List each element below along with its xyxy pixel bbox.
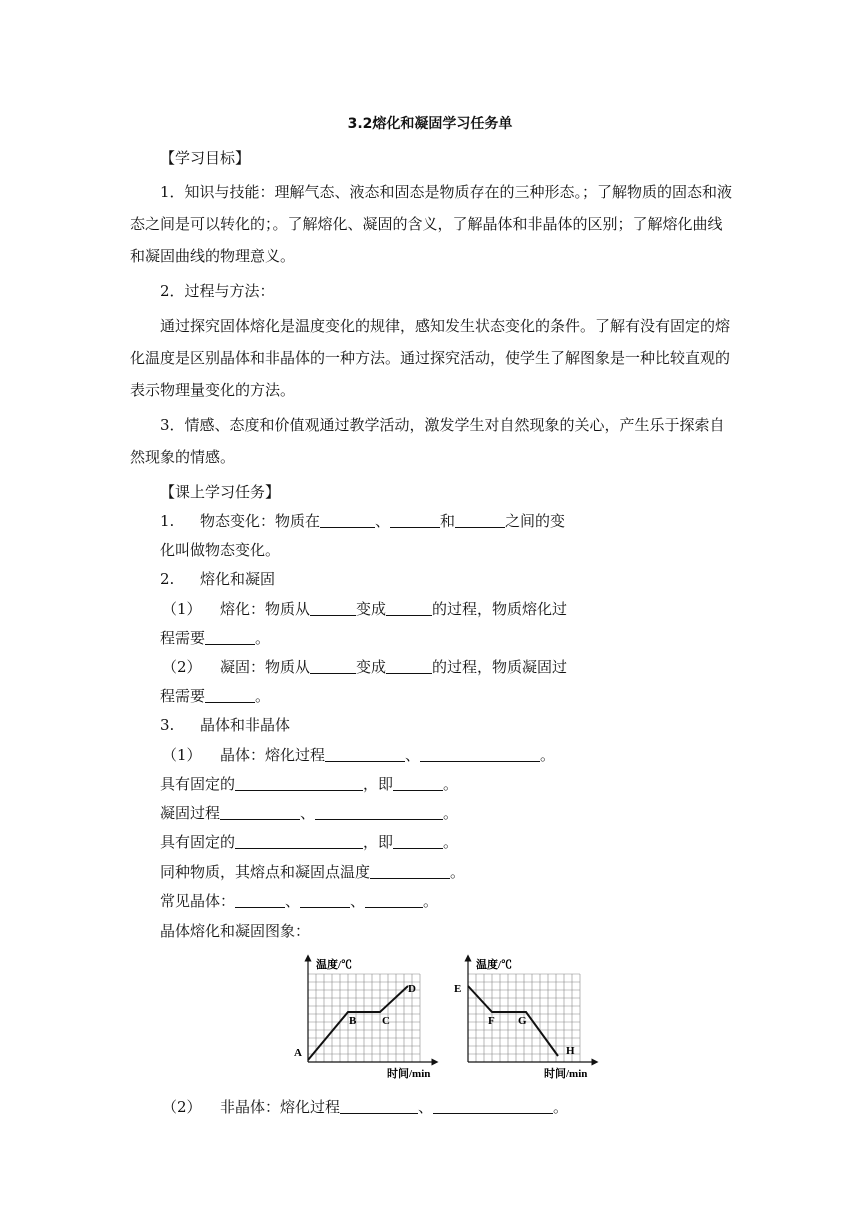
task-3-1-blank-4[interactable] bbox=[393, 776, 443, 791]
common-crystals-text: 常见晶体： bbox=[160, 892, 236, 910]
fixed-text-a: 具有固定的 bbox=[160, 833, 236, 851]
task-2-2-paren: （2） bbox=[162, 658, 202, 676]
objective-2-line-2: 化温度是区别晶体和非晶体的一种方法。通过探究活动，使学生了解图象是一种比较直观的 bbox=[130, 349, 731, 367]
point-c: C bbox=[382, 1015, 390, 1027]
objective-1-line-2: 态之间是可以转化的；。了解熔化、凝固的含义，了解晶体和非晶体的区别；了解熔化曲线 bbox=[130, 215, 723, 233]
task-3-2-blank-1[interactable] bbox=[340, 1099, 418, 1114]
graph-caption: 晶体熔化和凝固图象： bbox=[160, 922, 311, 940]
task-2-number: 2. bbox=[160, 570, 175, 588]
crystal-graphs-figure bbox=[290, 952, 610, 1082]
task-2-1-blank-1[interactable] bbox=[310, 601, 356, 616]
task-1-text-c: 和 bbox=[440, 512, 456, 530]
point-h: H bbox=[566, 1045, 575, 1057]
solidify-text: 凝固过程 bbox=[160, 804, 221, 822]
period: 。 bbox=[255, 629, 271, 647]
solidifying-curve bbox=[468, 986, 558, 1056]
task-3-2-paren: （2） bbox=[162, 1098, 202, 1116]
task-3-1-blank-6[interactable] bbox=[315, 805, 443, 820]
period: 。 bbox=[540, 746, 556, 764]
solidifying-y-label: 温度/℃ bbox=[476, 959, 513, 971]
task-2-1-text-c: 的过程，物质熔化过 bbox=[432, 600, 568, 618]
period: 。 bbox=[255, 687, 271, 705]
point-a: A bbox=[294, 1047, 302, 1059]
task-2-1-line-2 bbox=[160, 628, 270, 648]
comma: 、 bbox=[418, 1098, 434, 1116]
task-3-1-blank-9[interactable] bbox=[370, 864, 450, 879]
task-3-1-paren: （1） bbox=[162, 746, 202, 764]
objective-1-line-3: 和凝固曲线的物理意义。 bbox=[130, 247, 296, 265]
period: 。 bbox=[450, 863, 466, 881]
task-3-1-blank-3[interactable] bbox=[235, 776, 363, 791]
period: 。 bbox=[443, 833, 459, 851]
task-2-1-line-1 bbox=[162, 599, 567, 619]
task-3-1-line-6 bbox=[160, 891, 438, 911]
task-1-blank-1[interactable] bbox=[320, 513, 375, 528]
task-3-1-blank-1[interactable] bbox=[325, 747, 405, 762]
task-3-1-line-3 bbox=[160, 803, 458, 823]
fixed-text-b: ，即 bbox=[363, 775, 394, 793]
crystal-blank-3[interactable] bbox=[365, 893, 423, 908]
task-3-1-line-4 bbox=[160, 832, 458, 852]
point-d: D bbox=[408, 983, 416, 995]
comma: 、 bbox=[405, 746, 421, 764]
task-2-2-text-c: 的过程，物质凝固过 bbox=[432, 658, 568, 676]
task-3-1-line-5 bbox=[160, 862, 465, 882]
task-2-2-line-1 bbox=[162, 657, 567, 677]
task-3-1-line-1 bbox=[162, 745, 555, 765]
period: 。 bbox=[553, 1098, 569, 1116]
task-3-2-text-a: 非晶体：熔化过程 bbox=[220, 1098, 341, 1116]
objective-2-heading: 2．过程与方法： bbox=[160, 282, 275, 300]
task-3-1-line-2 bbox=[160, 774, 458, 794]
fixed-text-b: ，即 bbox=[363, 833, 394, 851]
period: 。 bbox=[443, 775, 459, 793]
melting-graph-grid bbox=[308, 974, 420, 1062]
comma: 、 bbox=[300, 804, 316, 822]
task-1-number: 1. bbox=[160, 512, 175, 530]
task-3-1-blank-7[interactable] bbox=[235, 834, 363, 849]
task-2-2-blank-1[interactable] bbox=[310, 659, 356, 674]
section-heading-tasks: 【课上学习任务】 bbox=[160, 483, 281, 501]
task-1-line-1 bbox=[160, 511, 565, 531]
point-f: F bbox=[488, 1015, 495, 1027]
task-2-heading bbox=[160, 569, 275, 589]
objective-3-line-2: 然现象的情感。 bbox=[130, 448, 236, 466]
objective-3-line-1: 3．情感、态度和价值观通过教学活动，激发学生对自然现象的关心，产生乐于探索自 bbox=[160, 416, 725, 434]
task-3-1-blank-8[interactable] bbox=[393, 834, 443, 849]
task-2-1-need: 程需要 bbox=[160, 629, 206, 647]
fixed-text-a: 具有固定的 bbox=[160, 775, 236, 793]
task-3-number: 3. bbox=[160, 716, 175, 734]
task-2-1-blank-3[interactable] bbox=[205, 630, 255, 645]
task-2-2-text-a: 凝固：物质从 bbox=[220, 658, 311, 676]
task-3-1-blank-2[interactable] bbox=[420, 747, 540, 762]
task-2-2-line-2 bbox=[160, 686, 270, 706]
task-3-1-text-a: 晶体：熔化过程 bbox=[220, 746, 326, 764]
objective-2-line-3: 表示物理量变化的方法。 bbox=[130, 381, 296, 399]
crystal-blank-2[interactable] bbox=[300, 893, 350, 908]
period: 。 bbox=[443, 804, 459, 822]
point-g: G bbox=[518, 1015, 527, 1027]
task-3-2-blank-2[interactable] bbox=[433, 1099, 553, 1114]
task-3-heading bbox=[160, 715, 290, 735]
task-1-text-b: 、 bbox=[375, 512, 391, 530]
task-2-text: 熔化和凝固 bbox=[200, 570, 276, 588]
melting-x-label: 时间/min bbox=[387, 1068, 431, 1080]
same-substance-text: 同种物质，其熔点和凝固点温度 bbox=[160, 863, 371, 881]
task-2-1-text-a: 熔化：物质从 bbox=[220, 600, 311, 618]
task-1-blank-3[interactable] bbox=[455, 513, 505, 528]
melting-y-label: 温度/℃ bbox=[316, 959, 353, 971]
task-1-text-d: 之间的变 bbox=[505, 512, 566, 530]
task-2-2-need: 程需要 bbox=[160, 687, 206, 705]
task-2-1-paren: （1） bbox=[162, 600, 202, 618]
point-b: B bbox=[349, 1015, 357, 1027]
task-2-1-blank-2[interactable] bbox=[386, 601, 432, 616]
comma: 、 bbox=[350, 892, 366, 910]
task-2-1-text-b: 变成 bbox=[356, 600, 387, 618]
task-2-2-blank-3[interactable] bbox=[205, 688, 255, 703]
page-title: 3.2熔化和凝固学习任务单 bbox=[347, 116, 513, 132]
melting-graph bbox=[294, 957, 435, 1080]
solidifying-graph bbox=[454, 957, 595, 1080]
section-heading-objectives: 【学习目标】 bbox=[160, 149, 251, 167]
task-1-text-a: 物态变化：物质在 bbox=[200, 512, 321, 530]
solidifying-x-label: 时间/min bbox=[544, 1068, 588, 1080]
task-1-line-2: 化叫做物态变化。 bbox=[160, 541, 281, 559]
melting-curve bbox=[308, 986, 408, 1060]
task-3-text: 晶体和非晶体 bbox=[200, 716, 291, 734]
task-3-1-blank-5[interactable] bbox=[220, 805, 300, 820]
period: 。 bbox=[423, 892, 439, 910]
task-2-2-blank-2[interactable] bbox=[386, 659, 432, 674]
objective-2-line-1: 通过探究固体熔化是温度变化的规律，感知发生状态变化的条件。了解有没有固定的熔 bbox=[160, 317, 731, 335]
objective-1-line-1: 1．知识与技能：理解气态、液态和固态是物质存在的三种形态。；了解物质的固态和液 bbox=[160, 183, 733, 201]
comma: 、 bbox=[285, 892, 301, 910]
task-2-2-text-b: 变成 bbox=[356, 658, 387, 676]
task-1-blank-2[interactable] bbox=[390, 513, 440, 528]
point-e: E bbox=[454, 983, 462, 995]
task-3-2-line-1 bbox=[162, 1097, 568, 1117]
crystal-blank-1[interactable] bbox=[235, 893, 285, 908]
